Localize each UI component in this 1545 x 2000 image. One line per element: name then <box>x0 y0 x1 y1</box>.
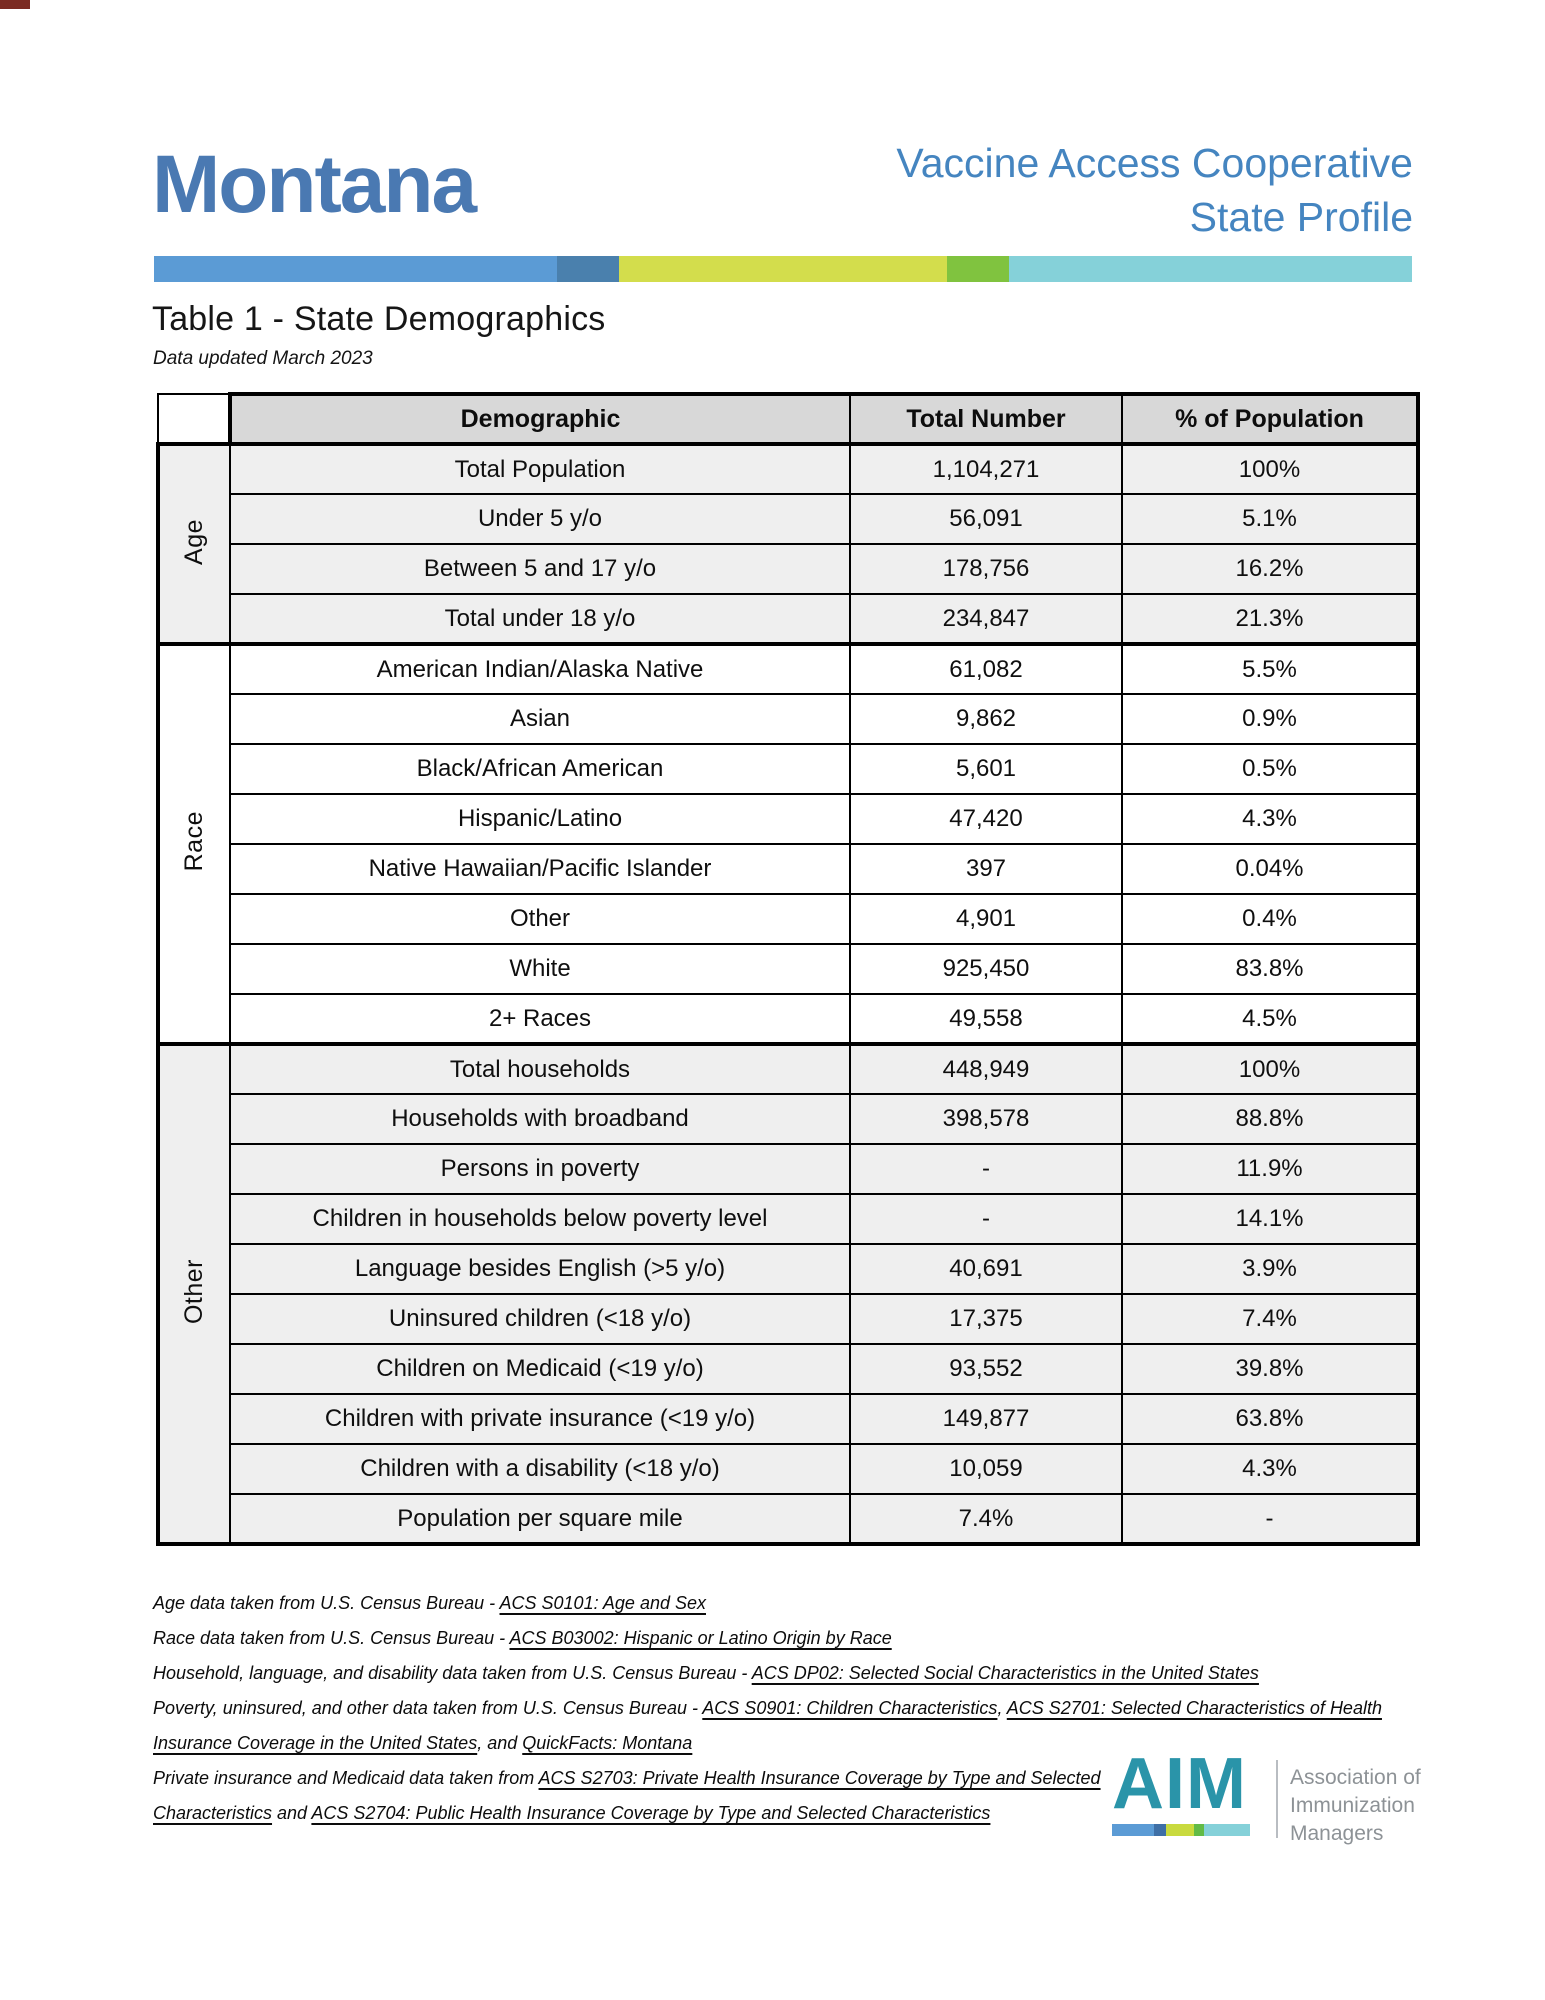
table-row <box>158 594 1418 644</box>
table-row <box>158 994 1418 1044</box>
table-row <box>158 894 1418 944</box>
cell-percent-of-population: 11.9% <box>1122 1144 1418 1194</box>
table-row <box>158 744 1418 794</box>
footnote-text: Private insurance and Medicaid data taken from <box>153 1768 539 1788</box>
cell-percent-of-population: 4.3% <box>1122 1444 1418 1494</box>
column-header-percent-of-population: % of Population <box>1122 394 1418 444</box>
yellow-green-bar-segment <box>1166 1824 1195 1836</box>
cell-total-number: 448,949 <box>850 1044 1122 1094</box>
footnote <box>153 1656 1463 1691</box>
aim-org-name <box>1290 1756 1421 1848</box>
cell-total-number: - <box>850 1194 1122 1244</box>
footnote-text: , and <box>477 1733 523 1753</box>
table-row <box>158 1194 1418 1244</box>
state-name: Montana <box>152 139 476 230</box>
aim-org-line1: Association of <box>1290 1766 1421 1789</box>
cell-percent-of-population: 0.04% <box>1122 844 1418 894</box>
green-bar-segment <box>947 256 1010 282</box>
table-row <box>158 844 1418 894</box>
blue-bar-segment <box>1112 1824 1154 1836</box>
scan-corner-artifact <box>0 0 30 9</box>
demographics-table-wrap <box>156 392 1420 1546</box>
aim-logo <box>1112 1744 1421 1848</box>
table-title: Table 1 - State Demographics <box>152 300 606 338</box>
cell-demographic: Total Population <box>230 444 850 494</box>
yellow-green-bar-segment <box>619 256 946 282</box>
cell-demographic: Native Hawaiian/Pacific Islander <box>230 844 850 894</box>
cell-total-number: 56,091 <box>850 494 1122 544</box>
footnote <box>153 1691 1463 1761</box>
table-row <box>158 1294 1418 1344</box>
footnote-text: Household, language, and disability data taken from U.S. Census Bureau - <box>153 1663 752 1683</box>
table-row <box>158 694 1418 744</box>
table-row <box>158 1144 1418 1194</box>
cell-demographic: Total under 18 y/o <box>230 594 850 644</box>
program-title-line1: Vaccine Access Cooperative <box>896 140 1413 186</box>
source-link[interactable]: ACS DP02: Selected Social Characteristics in the United States <box>751 1663 1259 1683</box>
cell-percent-of-population: 83.8% <box>1122 944 1418 994</box>
table-row <box>158 544 1418 594</box>
blue-bar-segment <box>154 256 557 282</box>
table-corner-spacer <box>158 394 230 444</box>
source-link[interactable]: ACS S2704: Public Health Insurance Coverage by Type and Selected Characteristics <box>311 1803 991 1823</box>
source-link[interactable]: ACS B03002: Hispanic or Latino Origin by Race <box>509 1628 892 1648</box>
source-link[interactable]: ACS S2703: Private Health Insurance Coverage by Type and Selected Characteristics <box>153 1768 1101 1823</box>
table-header-row <box>158 394 1418 444</box>
cell-demographic: Under 5 y/o <box>230 494 850 544</box>
teal-bar-segment <box>1009 256 1412 282</box>
cell-percent-of-population: 63.8% <box>1122 1394 1418 1444</box>
table-body <box>158 444 1418 1544</box>
source-link[interactable]: ACS S0901: Children Characteristics <box>702 1698 998 1718</box>
table-row <box>158 494 1418 544</box>
program-title-line2: State Profile <box>1189 194 1413 240</box>
cell-total-number: 40,691 <box>850 1244 1122 1294</box>
header-accent-bar <box>154 256 1412 282</box>
table-row <box>158 1444 1418 1494</box>
source-link[interactable]: ACS S2701: Selected Characteristics of Health Insurance Coverage in the United States <box>153 1698 1382 1753</box>
section-label-text: Other <box>180 1258 208 1325</box>
teal-bar-segment <box>1204 1824 1250 1836</box>
aim-lettermark-block <box>1112 1744 1262 1848</box>
table-row <box>158 1394 1418 1444</box>
aim-org-line3: Managers <box>1290 1822 1384 1845</box>
table-row <box>158 644 1418 694</box>
cell-percent-of-population: 100% <box>1122 444 1418 494</box>
cell-total-number: 234,847 <box>850 594 1122 644</box>
cell-percent-of-population: 3.9% <box>1122 1244 1418 1294</box>
table-row <box>158 1244 1418 1294</box>
cell-demographic: Hispanic/Latino <box>230 794 850 844</box>
footnote-text: Poverty, uninsured, and other data taken from U.S. Census Bureau - <box>153 1698 703 1718</box>
cell-total-number: 5,601 <box>850 744 1122 794</box>
cell-demographic: Black/African American <box>230 744 850 794</box>
cell-demographic: Total households <box>230 1044 850 1094</box>
cell-demographic: White <box>230 944 850 994</box>
cell-total-number: 398,578 <box>850 1094 1122 1144</box>
demographics-table <box>156 392 1420 1546</box>
cell-demographic: Population per square mile <box>230 1494 850 1544</box>
cell-total-number: 7.4% <box>850 1494 1122 1544</box>
cell-percent-of-population: 39.8% <box>1122 1344 1418 1394</box>
cell-demographic: Asian <box>230 694 850 744</box>
cell-total-number: 10,059 <box>850 1444 1122 1494</box>
cell-demographic: Children on Medicaid (<19 y/o) <box>230 1344 850 1394</box>
footnote-text: , <box>997 1698 1007 1718</box>
section-label-text: Race <box>180 811 208 872</box>
cell-percent-of-population: 5.1% <box>1122 494 1418 544</box>
table-row <box>158 1344 1418 1394</box>
cell-percent-of-population: 5.5% <box>1122 644 1418 694</box>
cell-demographic: 2+ Races <box>230 994 850 1044</box>
cell-total-number: 4,901 <box>850 894 1122 944</box>
cell-demographic: American Indian/Alaska Native <box>230 644 850 694</box>
cell-demographic: Households with broadband <box>230 1094 850 1144</box>
column-header-total-number: Total Number <box>850 394 1122 444</box>
section-label-age <box>158 444 230 644</box>
table-row <box>158 1094 1418 1144</box>
cell-total-number: 149,877 <box>850 1394 1122 1444</box>
column-header-demographic: Demographic <box>230 394 850 444</box>
footnote <box>153 1586 1463 1621</box>
cell-percent-of-population: - <box>1122 1494 1418 1544</box>
cell-demographic: Children with private insurance (<19 y/o) <box>230 1394 850 1444</box>
aim-logo-divider <box>1276 1760 1278 1838</box>
table-row <box>158 1494 1418 1544</box>
aim-org-line2: Immunization <box>1290 1794 1415 1817</box>
cell-total-number: 925,450 <box>850 944 1122 994</box>
cell-percent-of-population: 4.3% <box>1122 794 1418 844</box>
cell-demographic: Persons in poverty <box>230 1144 850 1194</box>
footnote <box>153 1621 1463 1656</box>
footnote-text: Age data taken from U.S. Census Bureau - <box>153 1593 500 1613</box>
table-row <box>158 944 1418 994</box>
cell-total-number: 17,375 <box>850 1294 1122 1344</box>
cell-total-number: 61,082 <box>850 644 1122 694</box>
cell-total-number: 49,558 <box>850 994 1122 1044</box>
table-row <box>158 444 1418 494</box>
cell-total-number: 178,756 <box>850 544 1122 594</box>
aim-lettermark: AIM <box>1112 1744 1247 1824</box>
section-label-race <box>158 644 230 1044</box>
footnote-text: and <box>272 1803 312 1823</box>
cell-percent-of-population: 0.5% <box>1122 744 1418 794</box>
footnote <box>153 1761 1153 1831</box>
cell-percent-of-population: 0.9% <box>1122 694 1418 744</box>
program-title <box>896 136 1413 244</box>
cell-demographic: Children with a disability (<18 y/o) <box>230 1444 850 1494</box>
source-link[interactable]: ACS S0101: Age and Sex <box>499 1593 706 1613</box>
cell-percent-of-population: 100% <box>1122 1044 1418 1094</box>
dark-blue-bar-segment <box>557 256 620 282</box>
cell-total-number: 9,862 <box>850 694 1122 744</box>
data-updated-note: Data updated March 2023 <box>153 348 373 369</box>
cell-percent-of-population: 21.3% <box>1122 594 1418 644</box>
cell-demographic: Other <box>230 894 850 944</box>
cell-percent-of-population: 14.1% <box>1122 1194 1418 1244</box>
aim-logo-bar <box>1112 1824 1250 1836</box>
cell-demographic: Between 5 and 17 y/o <box>230 544 850 594</box>
cell-percent-of-population: 7.4% <box>1122 1294 1418 1344</box>
cell-total-number: 397 <box>850 844 1122 894</box>
cell-percent-of-population: 16.2% <box>1122 544 1418 594</box>
source-link[interactable]: QuickFacts: Montana <box>522 1733 693 1753</box>
section-label-text: Age <box>180 518 208 565</box>
cell-demographic: Uninsured children (<18 y/o) <box>230 1294 850 1344</box>
section-label-other <box>158 1044 230 1544</box>
cell-percent-of-population: 0.4% <box>1122 894 1418 944</box>
cell-percent-of-population: 4.5% <box>1122 994 1418 1044</box>
cell-percent-of-population: 88.8% <box>1122 1094 1418 1144</box>
footnote-text: Race data taken from U.S. Census Bureau - <box>153 1628 510 1648</box>
cell-total-number: 93,552 <box>850 1344 1122 1394</box>
cell-total-number: 1,104,271 <box>850 444 1122 494</box>
cell-total-number: - <box>850 1144 1122 1194</box>
cell-total-number: 47,420 <box>850 794 1122 844</box>
green-bar-segment <box>1194 1824 1204 1836</box>
table-row <box>158 794 1418 844</box>
table-row <box>158 1044 1418 1094</box>
dark-blue-bar-segment <box>1154 1824 1166 1836</box>
cell-demographic: Children in households below poverty level <box>230 1194 850 1244</box>
cell-demographic: Language besides English (>5 y/o) <box>230 1244 850 1294</box>
